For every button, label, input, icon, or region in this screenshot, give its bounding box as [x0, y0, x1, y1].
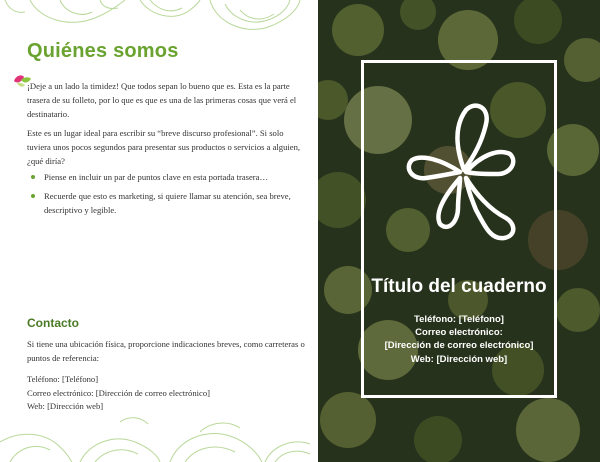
flower-outline-logo [404, 98, 520, 254]
key-points-list [27, 170, 305, 222]
contact-details [27, 373, 210, 414]
cover-web: Web: [Dirección web] [410, 353, 508, 365]
contact-email: Correo electrónico: [Dirección de correo electrónico] [27, 387, 210, 398]
cover-email-value: [Dirección de correo electrónico] [384, 340, 534, 352]
intro-paragraph: ¡Deje a un lado la timidez! Que todos sepan lo bueno que es. Esta es la parte trasera de su folleto, por lo que es que es una de las primeras cosas que verá el destinatario. [27, 81, 297, 119]
cover-contact-info [318, 313, 600, 366]
list-item: Recuerde que esto es marketing, si quiere llamar su atención, sea breve, descriptivo y legible. [27, 189, 305, 217]
cover-phone: Teléfono: [Teléfono] [414, 314, 504, 325]
pitch-paragraph: Este es un lugar ideal para escribir su “breve discurso profesional”. Si solo tuviera unos pocos segundos para presentar sus productos o servicios a alguien, ¿qué diría? [27, 128, 301, 166]
floral-line-art-top [0, 0, 318, 40]
cover-page [318, 0, 600, 462]
contact-phone: Teléfono: [Teléfono] [27, 374, 99, 384]
contact-web: Web: [Dirección web] [27, 401, 104, 411]
contact-description: Si tiene una ubicación física, proporcione indicaciones breves, como carreteras o puntos de referencia: [27, 339, 305, 363]
floral-line-art-bottom [0, 412, 318, 462]
page-title: Quiénes somos [27, 40, 179, 62]
list-item: Piense en incluir un par de puntos clave en esta portada trasera… [27, 170, 305, 184]
bullet-icon [31, 175, 35, 179]
bullet-icon [31, 194, 35, 198]
cover-title: Título del cuaderno [371, 276, 547, 297]
contact-heading: Contacto [27, 316, 79, 330]
cover-email-label: Correo electrónico: [415, 327, 503, 339]
